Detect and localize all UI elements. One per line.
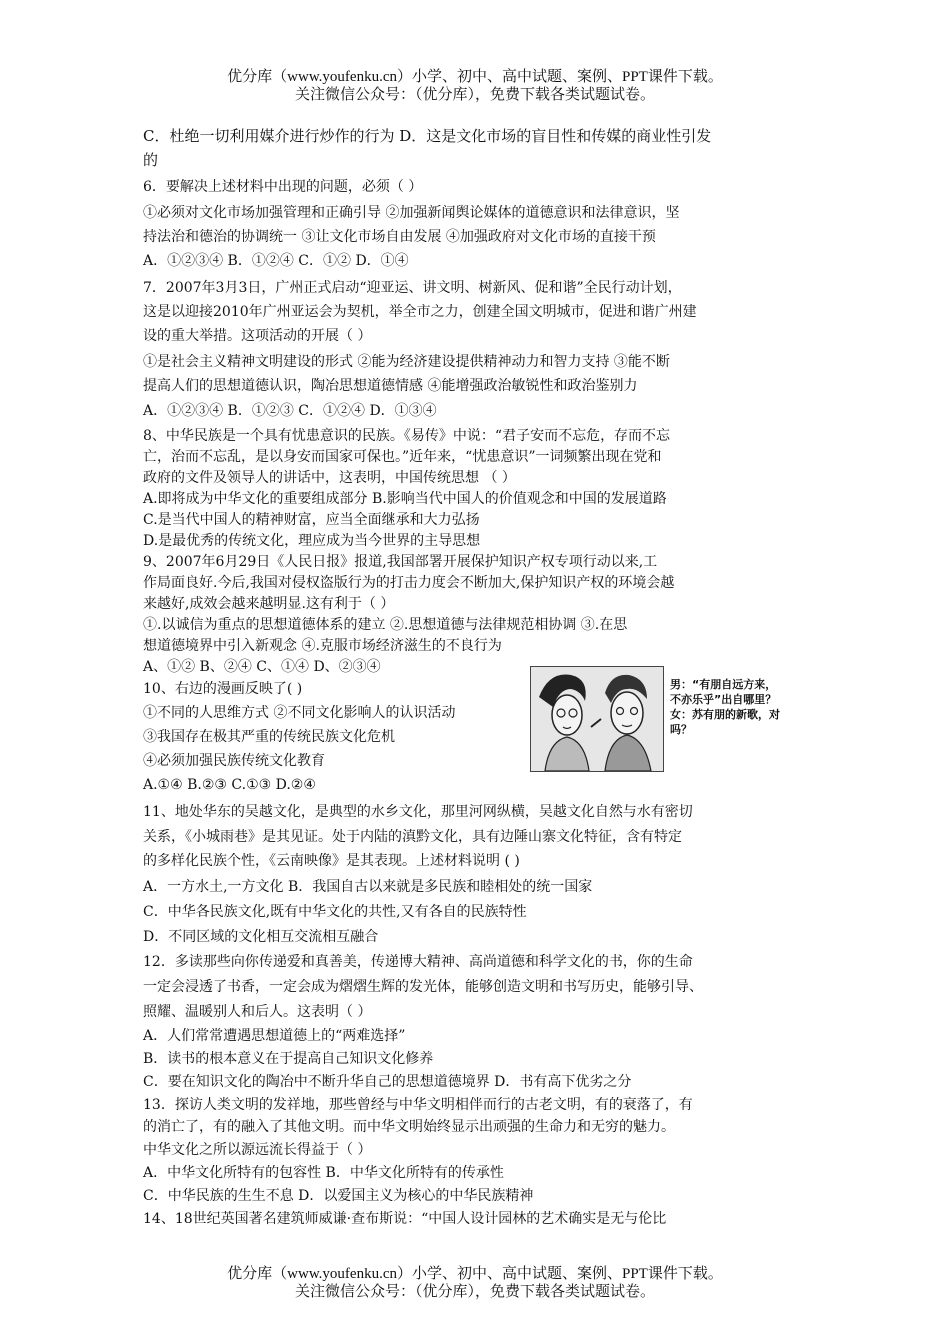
option-line: D．不同区域的文化相互交流相互融合 bbox=[143, 929, 379, 945]
question-13: 13．探访人类文明的发祥地，那些曾经与中华文明相伴而行的古老文明，有的衰落了，有 bbox=[143, 1097, 693, 1113]
header-line-2: 关注微信公众号：（优分库），免费下载各类试题试卷。 bbox=[294, 87, 655, 103]
text-line: ①.以诚信为重点的思想道德体系的建立 ②.思想道德与法律规范相协调 ③.在思 bbox=[143, 617, 628, 633]
question-14: 14、18世纪英国著名建筑师威谦·查布斯说：“中国人设计园林的艺术确实是无与伦比 bbox=[143, 1211, 667, 1227]
text-line: 想道德境界中引入新观念 ④.克服市场经济滋生的不良行为 bbox=[143, 638, 502, 654]
footer-line-1: 优分库（www.youfenku.cn）小学、初中、高中试题、案例、PPT课件下载。 bbox=[227, 1266, 723, 1282]
text-line: 中华文化之所以源远流长得益于（ ） bbox=[143, 1142, 372, 1158]
option-line: C.是当代中国人的精神财富，应当全面继承和大力弘扬 bbox=[143, 512, 480, 528]
text-line: ①是社会主义精神文明建设的形式 ②能为经济建设提供精神动力和智力支持 ③能不断 bbox=[143, 354, 670, 370]
caption-line: 不亦乐乎”出自哪里？ bbox=[670, 693, 777, 706]
text-line: 持法治和德治的协调统一 ③让文化市场自由发展 ④加强政府对文化市场的直接干预 bbox=[143, 229, 656, 245]
text-line: 的消亡了，有的融入了其他文明。而中华文明始终显示出顽强的生命力和无穷的魅力。 bbox=[143, 1119, 675, 1135]
text-line: ③我国存在极其严重的传统民族文化危机 bbox=[143, 729, 395, 745]
page-header bbox=[0, 68, 950, 104]
option-line: D.是最优秀的传统文化，理应成为当今世界的主导思想 bbox=[143, 533, 481, 549]
text-line: 来越好,成效会越来越明显.这有利于（ ） bbox=[143, 596, 395, 612]
option-line: B．读书的根本意义在于提高自己知识文化修养 bbox=[143, 1051, 434, 1067]
question-11: 11、地处华东的吴越文化，是典型的水乡文化，那里河网纵横，吴越文化自然与水有密切 bbox=[143, 804, 693, 820]
options-line: A.①④ B.②③ C.①③ D.②④ bbox=[143, 777, 316, 793]
option-line: C．中华各民族文化,既有中华文化的共性,又有各自的民族特性 bbox=[143, 904, 527, 920]
text-line: 提高人们的思想道德认识，陶冶思想道德情感 ④能增强政治敏锐性和政治鉴别力 bbox=[143, 378, 638, 394]
caption-line: 男：“有朋自远方来， bbox=[670, 678, 777, 691]
text-line: ①必须对文化市场加强管理和正确引导 ②加强新闻舆论媒体的道德意识和法律意识，坚 bbox=[143, 205, 680, 221]
options-line: A．①②③④ B．①②④ C．①② D．①④ bbox=[143, 253, 409, 269]
text-line: 的多样化民族个性，《云南映像》是其表现。上述材料说明 ( ) bbox=[143, 853, 520, 869]
options-line: A、①② B、②④ C、①④ D、②③④ bbox=[143, 659, 381, 675]
question-7: 7．2007年3月3日，广州正式启动“迎亚运、讲文明、树新风、促和谐”全民行动计划， bbox=[143, 280, 682, 296]
text-line: C．杜绝一切利用媒介进行炒作的行为 D．这是文化市场的盲目性和传媒的商业性引发 bbox=[143, 127, 712, 145]
text-line: 一定会浸透了书香，一定会成为熠熠生辉的发光体，能够创造文明和书写历史，能够引导、 bbox=[143, 979, 703, 995]
text-line: 设的重大举措。这项活动的开展（ ） bbox=[143, 328, 372, 344]
cartoon-caption bbox=[670, 677, 820, 737]
question-8: 8、中华民族是一个具有忧患意识的民族。《易传》中说：“君子安而不忘危，存而不忘 bbox=[143, 428, 671, 444]
text-line: 亡，治而不忘乱，是以身安而国家可保也。”近年来，“忧患意识”一词频繁出现在党和 bbox=[143, 449, 662, 465]
text-line: 的 bbox=[143, 151, 159, 169]
question-12: 12．多读那些向你传递爱和真善美，传递博大精神、高尚道德和科学文化的书，你的生命 bbox=[143, 954, 693, 970]
option-line: C．要在知识文化的陶冶中不断升华自己的思想道德境界 D．书有高下优劣之分 bbox=[143, 1074, 632, 1090]
text-line: ①不同的人思维方式 ②不同文化影响人的认识活动 bbox=[143, 705, 456, 721]
text-line: 关系，《小城雨巷》是其见证。处于内陆的滇黔文化，具有边陲山寨文化特征，含有特定 bbox=[143, 829, 682, 845]
text-line: 作局面良好.今后,我国对侵权盗版行为的打击力度会不断加大,保护知识产权的环境会越 bbox=[143, 575, 675, 591]
footer-line-2: 关注微信公众号：（优分库），免费下载各类试题试卷。 bbox=[294, 1284, 655, 1300]
options-line: A．①②③④ B．①②③ C．①②④ D．①③④ bbox=[143, 403, 437, 419]
question-9: 9、2007年6月29日《人民日报》报道,我国部署开展保护知识产权专项行动以来,工 bbox=[143, 554, 658, 570]
question-10: 10、右边的漫画反映了( ) bbox=[143, 681, 303, 697]
option-line: A.即将成为中华文化的重要组成部分 B.影响当代中国人的价值观念和中国的发展道路 bbox=[143, 491, 667, 507]
cartoon-drawing bbox=[531, 667, 663, 771]
caption-line: 吗？ bbox=[670, 723, 692, 736]
text-line: 政府的文件及领导人的讲话中，这表明，中国传统思想 （ ） bbox=[143, 470, 516, 486]
question-6: 6．要解决上述材料中出现的问题，必须（ ） bbox=[143, 179, 423, 195]
option-line: C．中华民族的生生不息 D．以爱国主义为核心的中华民族精神 bbox=[143, 1188, 534, 1204]
header-line-1: 优分库（www.youfenku.cn）小学、初中、高中试题、案例、PPT课件下载。 bbox=[227, 69, 723, 85]
text-line: 照耀、温暖别人和后人。这表明（ ） bbox=[143, 1004, 372, 1020]
text-line: 这是以迎接2010年广州亚运会为契机，举全市之力，创建全国文明城市，促进和谐广州建 bbox=[143, 304, 697, 320]
option-line: A．中华文化所特有的包容性 B．中华文化所特有的传承性 bbox=[143, 1165, 504, 1181]
option-line: A．一方水土,一方文化 B．我国自古以来就是多民族和睦相处的统一国家 bbox=[143, 879, 593, 895]
text-line: ④必须加强民族传统文化教育 bbox=[143, 753, 325, 769]
caption-line: 女：苏有朋的新歌，对 bbox=[670, 708, 780, 721]
option-line: A．人们常常遭遇思想道德上的“两难选择” bbox=[143, 1028, 406, 1044]
cartoon-image bbox=[530, 666, 664, 772]
page-footer bbox=[0, 1265, 950, 1301]
